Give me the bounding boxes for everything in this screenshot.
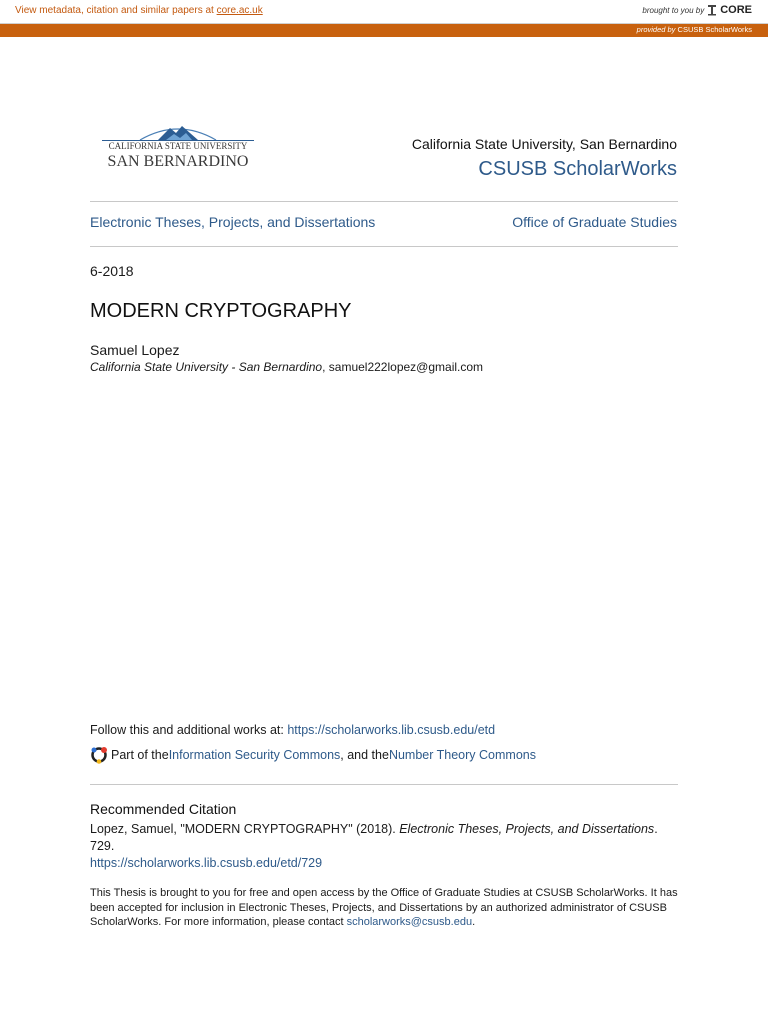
divider <box>90 246 678 247</box>
citation-series: Electronic Theses, Projects, and Dissertations <box>399 822 655 836</box>
core-link[interactable]: core.ac.uk <box>216 5 263 16</box>
citation-number: . 729. <box>90 822 658 853</box>
author-name: Samuel Lopez <box>90 342 180 358</box>
author-affiliation <box>90 360 483 374</box>
provided-prefix: provided by <box>636 25 676 34</box>
office-link[interactable]: Office of Graduate Studies <box>512 214 677 230</box>
publication-date: 6-2018 <box>90 263 134 279</box>
author-email: , samuel222lopez@gmail.com <box>322 360 484 374</box>
citation-heading: Recommended Citation <box>90 801 237 817</box>
contact-email-link[interactable]: scholarworks@csusb.edu <box>346 916 473 928</box>
brought-text: brought to you by <box>642 5 705 15</box>
brought-to-you[interactable] <box>642 4 752 16</box>
csusb-logo[interactable] <box>100 120 256 172</box>
core-label: CORE <box>720 4 752 16</box>
logo-line-2: SAN BERNARDINO <box>107 153 249 170</box>
page-title: MODERN CRYPTOGRAPHY <box>90 300 352 322</box>
university-name: California State University, San Bernardino <box>411 136 677 152</box>
notice-end: . <box>472 916 476 928</box>
part-of-line <box>90 746 536 764</box>
core-logo-icon <box>707 4 717 16</box>
mountain-logo-icon <box>100 120 256 172</box>
provider-name: CSUSB ScholarWorks <box>677 25 752 34</box>
part-of-middle: , and the <box>340 748 389 762</box>
citation-start: Lopez, Samuel, "MODERN CRYPTOGRAPHY" (2018). <box>90 822 400 836</box>
follow-line <box>90 723 495 737</box>
collection-link[interactable]: Electronic Theses, Projects, and Dissertations <box>90 214 376 230</box>
number-theory-commons-link[interactable]: Number Theory Commons <box>388 748 536 762</box>
information-security-commons-link[interactable]: Information Security Commons <box>168 748 341 762</box>
access-notice <box>90 886 678 930</box>
commons-network-icon <box>90 746 108 764</box>
logo-line-1: CALIFORNIA STATE UNIVERSITY <box>108 141 248 151</box>
divider <box>90 201 678 202</box>
core-banner <box>0 0 768 24</box>
part-of-prefix: Part of the <box>111 748 169 762</box>
notice-text: This Thesis is brought to you for free and open access by the Office of Graduate Studies at CSUSB ScholarWorks. It has been accepted for inclusion in Electronic Theses, Projects, and Dissertations by an authorized administrator of CSUSB ScholarWorks. For more information, please contact <box>90 887 678 928</box>
core-provider-bar <box>0 24 768 37</box>
metadata-text: View metadata, citation and similar papers at <box>15 5 217 16</box>
follow-url-link[interactable]: https://scholarworks.lib.csusb.edu/etd <box>287 723 496 737</box>
citation-text <box>90 821 680 872</box>
affiliation-text: California State University - San Bernardino <box>90 360 323 374</box>
repository-link[interactable]: CSUSB ScholarWorks <box>478 158 677 180</box>
follow-prefix: Follow this and additional works at: <box>90 723 288 737</box>
provided-by <box>637 25 752 34</box>
citation-url-link[interactable]: https://scholarworks.lib.csusb.edu/etd/729 <box>90 856 323 870</box>
metadata-notice <box>15 5 263 16</box>
divider <box>90 784 678 785</box>
